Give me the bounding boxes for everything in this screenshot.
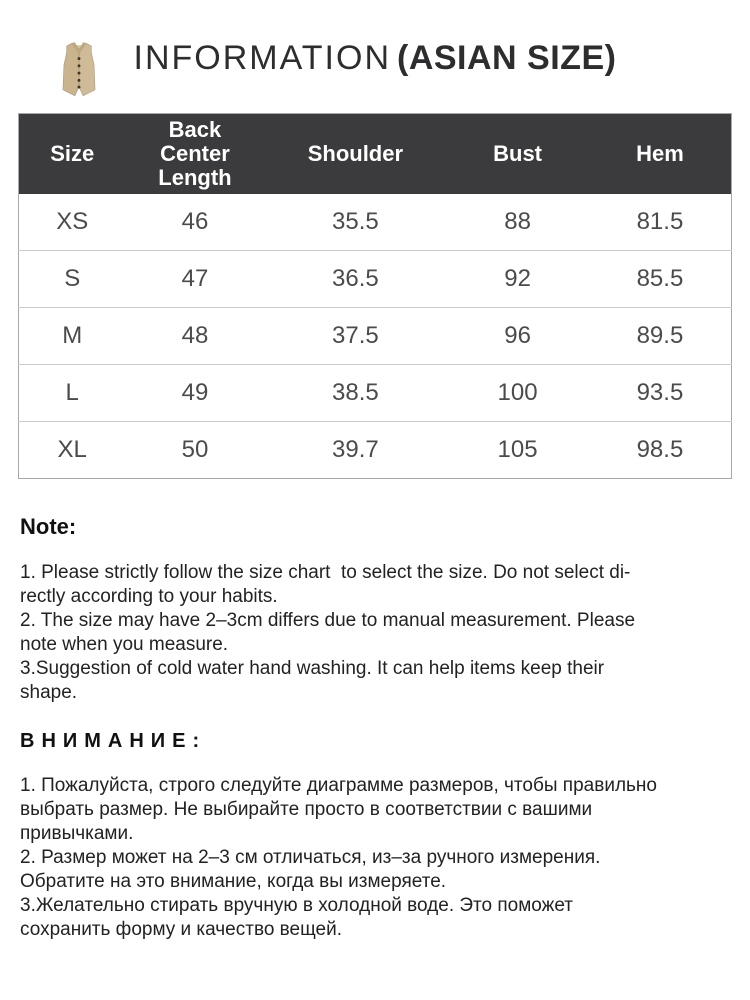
title-bold: (ASIAN SIZE) bbox=[397, 39, 617, 77]
table-cell: 47 bbox=[125, 251, 264, 308]
column-header-size: Size bbox=[19, 114, 126, 194]
table-cell: 37.5 bbox=[264, 308, 446, 365]
table-cell: 50 bbox=[125, 422, 264, 479]
size-table-body bbox=[19, 194, 732, 479]
text-line: 3.Желательно стирать вручную в холодной воде. Это поможет bbox=[20, 895, 574, 916]
size-table bbox=[18, 113, 732, 479]
table-cell: M bbox=[19, 308, 126, 365]
column-header-hem: Hem bbox=[589, 114, 732, 194]
table-cell: 88 bbox=[446, 194, 589, 251]
column-header-bust: Bust bbox=[446, 114, 589, 194]
table-cell: 85.5 bbox=[589, 251, 732, 308]
table-cell: 93.5 bbox=[589, 365, 732, 422]
title-light: INFORMATION bbox=[133, 39, 391, 77]
text-line: 3.Suggestion of cold water hand washing. It can help items keep their bbox=[20, 658, 605, 679]
table-cell: 98.5 bbox=[589, 422, 732, 479]
page-header bbox=[0, 0, 750, 113]
text-line: привычками. bbox=[20, 823, 134, 844]
text-line: 1. Пожалуйста, строго следуйте диаграмме размеров, чтобы правильно bbox=[20, 775, 657, 796]
table-row bbox=[19, 194, 732, 251]
table-row bbox=[19, 365, 732, 422]
attention-heading: ВНИМАНИЕ: bbox=[20, 730, 207, 752]
size-table-header bbox=[19, 114, 732, 194]
text-line: 1. Please strictly follow the size chart to select the size. Do not select di- bbox=[20, 562, 631, 583]
table-cell: XL bbox=[19, 422, 126, 479]
table-cell: 89.5 bbox=[589, 308, 732, 365]
table-cell: 49 bbox=[125, 365, 264, 422]
table-cell: XS bbox=[19, 194, 126, 251]
table-row bbox=[19, 422, 732, 479]
table-cell: 35.5 bbox=[264, 194, 446, 251]
table-cell: 96 bbox=[446, 308, 589, 365]
table-cell: 38.5 bbox=[264, 365, 446, 422]
page-title bbox=[0, 38, 750, 78]
table-row bbox=[19, 251, 732, 308]
table-cell: 105 bbox=[446, 422, 589, 479]
text-line: 2. The size may have 2–3cm differs due to manual measurement. Please bbox=[20, 610, 636, 631]
text-line: сохранить форму и качество вещей. bbox=[20, 919, 342, 940]
column-header-shoulder: Shoulder bbox=[264, 114, 446, 194]
text-line: 2. Размер может на 2–3 см отличаться, из–за ручного измерения. bbox=[20, 847, 601, 868]
table-cell: L bbox=[19, 365, 126, 422]
table-cell: 39.7 bbox=[264, 422, 446, 479]
table-cell: 81.5 bbox=[589, 194, 732, 251]
table-cell: 48 bbox=[125, 308, 264, 365]
text-line: выбрать размер. Не выбирайте просто в соответствии с вашими bbox=[20, 799, 593, 820]
table-cell: 36.5 bbox=[264, 251, 446, 308]
table-cell: 100 bbox=[446, 365, 589, 422]
column-header-back-center-length: Back Center Length bbox=[125, 114, 264, 194]
note-heading: Note: bbox=[20, 514, 77, 539]
table-cell: S bbox=[19, 251, 126, 308]
table-cell: 46 bbox=[125, 194, 264, 251]
text-line: Обратите на это внимание, когда вы измеряете. bbox=[20, 871, 447, 892]
table-cell: 92 bbox=[446, 251, 589, 308]
note-text bbox=[20, 561, 730, 705]
text-line: note when you measure. bbox=[20, 634, 229, 655]
table-row bbox=[19, 308, 732, 365]
text-line: rectly according to your habits. bbox=[20, 586, 278, 607]
attention-text bbox=[20, 774, 730, 942]
text-line: shape. bbox=[20, 682, 78, 703]
